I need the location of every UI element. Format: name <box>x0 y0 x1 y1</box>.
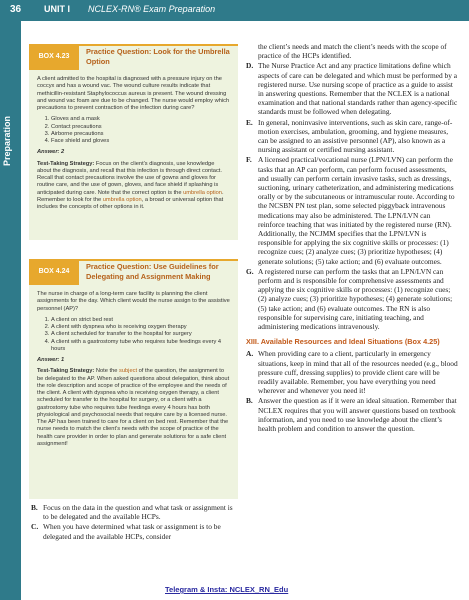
paragraph-text: Focus on the data in the question and what task or assignment is to be delegated and the available HCPs. <box>43 503 233 522</box>
paragraph-c <box>31 522 238 540</box>
continued-text: the client’s needs and match the client’s needs with the scope of practice of the HCPs identified. <box>258 42 447 61</box>
strategy-part: Focus on the client’s diagnosis, use knowledge about the diagnosis, and recall that this infection is through direct contact. Recall that contact precautions involve the use of gowns and gloves for routine care, and the use of gown, gloves, and face shield if splashing is anticipated during care. Note that the correct option is the <box>37 160 222 196</box>
option-item: 2. A client with dyspnea who is receiving oxygen therapy <box>51 324 230 331</box>
section-paragraph-a <box>246 349 458 395</box>
option-item: 1. Gloves and a mask <box>51 116 230 123</box>
side-tab-label: Preparation <box>2 116 12 167</box>
right-column <box>246 42 458 434</box>
paragraph-f <box>246 155 458 265</box>
paragraph-text: In general, noninvasive interventions, such as skin care, range-of-motion exercises, ambulation, grooming, and hygiene measures, can be assigned to an assistive personnel (AP), also known as a nursing assistant or certified nursing assistant. <box>258 117 453 155</box>
option-item: 3. A client scheduled for transfer to the hospital for surgery <box>51 331 230 338</box>
answer-value: 1 <box>61 357 65 363</box>
paragraph-e <box>246 118 458 155</box>
paragraph-g <box>246 267 458 331</box>
highlight-term: subject <box>119 368 138 375</box>
unit-title: NCLEX-RN® Exam Preparation <box>88 4 216 14</box>
page-number: 36 <box>10 4 22 15</box>
box-4-24 <box>29 259 238 499</box>
paragraph-letter: G. <box>246 266 254 276</box>
option-item: 2. Contact precautions <box>51 124 230 131</box>
section-heading: XIII. Available Resources and Ideal Situations (Box 4.25) <box>246 337 440 347</box>
strategy-part: Note the <box>95 368 118 375</box>
unit-label: UNIT I <box>44 4 70 14</box>
answer-label: Answer: <box>37 149 60 156</box>
highlight-term: umbrella option <box>183 189 222 196</box>
box-number: BOX 4.23 <box>29 46 79 70</box>
paragraph-text: When you have determined what task or assignment is to be delegated and the available HCPs, consider <box>43 522 221 541</box>
paragraph-text: A registered nurse can perform the tasks that an LPN/LVN can perform and is responsible for comprehensive assessments and applying the six cognitive skills or processes: (1) recognize cues; (2) analyze cues; (3) prioritize hypotheses; (4) generate solutions; (5) take action; and (6) evaluate outcomes. The RN is also responsible for supervising care, initiating teaching, and administering medications intravenously. <box>258 266 453 332</box>
option-item: 4. Face shield and gloves <box>51 138 230 145</box>
paragraph-letter: D. <box>246 61 254 71</box>
box-4-23 <box>29 44 238 240</box>
paragraph-letter: B. <box>31 503 38 512</box>
strategy-part: . Remember to look for the <box>37 189 224 203</box>
options-list <box>51 116 230 145</box>
box-number: BOX 4.24 <box>29 261 79 285</box>
strategy-part: of the question, the assignment to be delegated to the AP. When asked questions about delegation, think about the role description and scope of practice of the employee and the needs of the client. A client with dyspnea who is receiving oxygen therapy, a client scheduled for transfer to the hospital for surgery, or a client with a gastrostomy tube who requires tube feedings every 4 hours has both physiological and psychosocial needs that require care by a licensed nurse. The AP has been trained to care for a client on bed rest. Remember that the nurse needs to match the client’s needs with the scope of practice of the health care provider in order to plan and generate solutions for a safe client assignment! <box>37 368 230 447</box>
answer-value: 2 <box>61 149 65 156</box>
paragraph-d <box>246 61 458 116</box>
strategy-text <box>37 161 230 212</box>
option-item: 3. Airborne precautions <box>51 131 230 138</box>
answer-line <box>37 149 230 156</box>
highlight-term: umbrella option <box>102 196 142 203</box>
side-tab <box>0 21 21 600</box>
strategy-part: , a broad or universal option that includes the concepts of other options in it. <box>37 196 224 210</box>
question-text: The nurse in charge of a long-term care facility is planning the client assignments for the day. Which client would the nurse assign to the assistive personnel (AP)? <box>37 291 230 312</box>
footer-link[interactable]: Telegram & Insta: NCLEX_RN_Edu <box>165 585 289 594</box>
paragraph-text: When providing care to a client, particularly in emergency situations, keep in mind that all of the resources needed (e.g., blood pressure cuff, dressing supplies) to provide client care will be readily available. Remember, you have everything you need wherever and whenever you need it! <box>258 349 458 396</box>
question-text: A client admitted to the hospital is diagnosed with a pressure injury on the coccyx and has a wound vac. The wound culture results indicate that methicillin-resistant Staphylococcus aureus is present. The wound dressing and wound vac foam are due to be changed. The nurse would employ which precautions to prevent contraction of the infection during care? <box>37 76 230 111</box>
strategy-label: Test-Taking Strategy: <box>37 368 95 375</box>
paragraph-letter: F. <box>246 155 252 165</box>
box-title: Practice Question: Look for the Umbrella Option <box>86 47 230 66</box>
paragraph-letter: B. <box>246 396 253 406</box>
page-header <box>0 0 469 21</box>
answer-label: Answer: <box>37 357 60 363</box>
paragraph-text: The Nurse Practice Act and any practice limitations define which aspects of care can be delegated and which must be performed by a registered nurse. Use nursing scope of practice as a guide to assist in answering questions. Remember that the NCLEX is a national examination and that national standards rather than agency-specific standards must be followed when delegating. <box>258 61 458 117</box>
paragraph-b <box>31 503 238 521</box>
strategy-label: Test-Taking Strategy: <box>37 160 95 167</box>
paragraph-letter: E. <box>246 117 253 127</box>
box-title: Practice Question: Use Guidelines for Delegating and Assignment Making <box>86 262 219 281</box>
paragraph-letter: A. <box>246 349 254 359</box>
left-column-text <box>31 503 238 542</box>
options-list <box>51 317 230 353</box>
strategy-text <box>37 368 230 448</box>
option-item: 4. A client with a gastrostomy tube who requires tube feedings every 4 hours <box>51 339 230 354</box>
option-item: 1. A client on strict bed rest <box>51 317 230 324</box>
section-paragraph-b <box>246 396 458 433</box>
paragraph-text: A licensed practical/vocational nurse (LPN/LVN) can perform the tasks that an AP can perform, can perform focused assessments, and usually can perform certain invasive tasks, such as dressings, suctioning, urinary catheterization, and administering medications orally or by the subcutaneous or intramuscular route. According to the NCSBN PN test plan, some selected piggyback intravenous medications may also be administered. The LPN/LVN can reinforce teaching that was initiated by the registered nurse (RN). Additionally, the NCJMM specifies that the LPN/LVN is responsible for applying the six cognitive skills or processes: (1) recognize cues; (2) analyze cues; (3) prioritize hypotheses; (4) generate solutions; (5) take action; and (6) evaluate outcomes. <box>258 155 455 266</box>
answer-line <box>37 357 230 364</box>
paragraph-text: Answer the question as if it were an ideal situation. Remember that NCLEX requires that you will answer questions based on textbook information, and you need to use knowledge about the client’s health problem and condition to answer the question. <box>258 396 457 433</box>
paragraph-letter: C. <box>31 522 39 532</box>
